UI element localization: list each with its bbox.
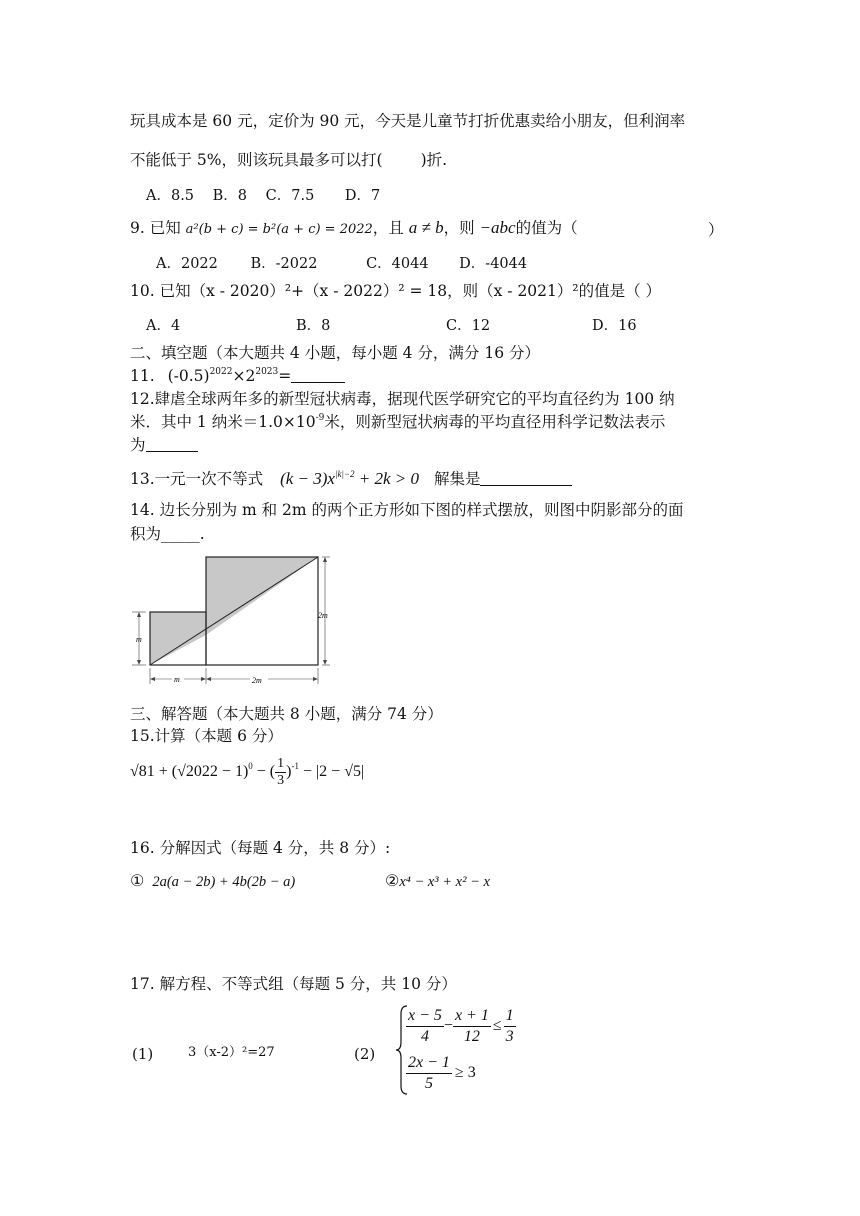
q17-le: ≤ xyxy=(492,1017,502,1035)
q15-minus: − ( xyxy=(252,763,276,781)
q12-line3 xyxy=(130,435,198,455)
q17-inequality-2 xyxy=(406,1053,476,1094)
q15-title: 15.计算（本题 6 分） xyxy=(130,727,283,745)
q17-frac4-num: 2x − 1 xyxy=(406,1053,452,1074)
q10-text: 10. 已知（x - 2020）²+（x - 2022）² = 18，则（x - 2021）²的值是（ ） xyxy=(130,282,662,300)
q11-mid: ×2 xyxy=(232,367,256,385)
q16-part2 xyxy=(385,871,490,891)
q11-label: 11. xyxy=(130,367,155,385)
q17-frac4-den: 5 xyxy=(424,1075,433,1092)
q15-part1: √81 + (√2022 − 1) xyxy=(130,763,249,781)
q13-answer-blank xyxy=(480,471,572,486)
q15-abs: − |2 − √5| xyxy=(298,763,365,781)
q17-p1-label: (1) xyxy=(132,1045,154,1063)
q17-frac2 xyxy=(453,1006,491,1047)
q11-eq: = xyxy=(278,367,292,385)
q8-option-a: A．8.5 xyxy=(146,188,195,204)
label-m-left: m xyxy=(136,635,142,644)
q17-frac3 xyxy=(504,1006,516,1047)
q17-frac4 xyxy=(406,1053,452,1094)
q14-line1: 14. 边长分别为 m 和 2m 的两个正方形如下图的样式摆放，则图中阴影部分的面 xyxy=(130,501,684,519)
q8-line1: 玩具成本是 60 元，定价为 90 元，今天是儿童节打折优惠卖给小朋友，但利润率 xyxy=(130,112,686,130)
q17-frac1 xyxy=(406,1006,444,1047)
q17-minus: − xyxy=(443,1017,453,1035)
q16-p2-expression: x⁴ − x³ + x² − x xyxy=(399,874,490,890)
q10-option-d: D．16 xyxy=(592,318,637,334)
q8-option-c: C．7.5 xyxy=(265,188,315,204)
q9-option-d: D．-4044 xyxy=(459,256,528,272)
q10-option-a: A．4 xyxy=(146,318,181,334)
label-2m-right: 2m xyxy=(318,611,328,620)
q11-line xyxy=(130,366,345,386)
q9-expression: −abc xyxy=(479,218,516,237)
q13-ineq-post: + 2k > 0 xyxy=(354,469,420,488)
q12-line2 xyxy=(130,412,665,432)
q15-exp-neg1: -1 xyxy=(291,761,299,772)
label-2m-bottom: 2m xyxy=(252,676,262,685)
q16-title: 16. 分解因式（每题 4 分，共 8 分）: xyxy=(130,839,391,857)
q16-p1-expression: 2a(a − 2b) + 4b(2b − a) xyxy=(152,874,296,890)
q12-line1: 12.肆虐全球两年多的新型冠状病毒，据现代医学研究它的平均直径约为 100 纳 xyxy=(130,390,675,408)
q12-line2-tail: 米，则新型冠状病毒的平均直径用科学记数法表示 xyxy=(324,413,666,431)
q15-expression xyxy=(130,756,364,789)
q9-close-paren: ） xyxy=(708,221,724,239)
q9-label: 9. 已知 xyxy=(130,219,181,237)
q8-option-d: D．7 xyxy=(344,188,381,204)
q17-p2-label: (2) xyxy=(354,1045,376,1063)
q8-line2 xyxy=(130,150,447,170)
q14-line2: 积为_____. xyxy=(130,525,205,543)
q12-line3-text: 为 xyxy=(130,436,146,454)
q13-line xyxy=(130,469,572,489)
q17-title: 17. 解方程、不等式组（每题 5 分，共 10 分） xyxy=(130,975,457,993)
q13-tail: 解集是 xyxy=(433,470,481,488)
q9-option-c: C．4044 xyxy=(366,256,429,272)
q8-line2-text: 不能低于 5%，则该玩具最多可以打( xyxy=(130,151,383,169)
q9-tail: 的值为（ xyxy=(515,219,578,237)
q10-option-c: C．12 xyxy=(446,318,491,334)
q15-frac-num: 1 xyxy=(277,756,285,771)
q13-label: 13.一元一次不等式 xyxy=(130,470,264,488)
q8-option-b: B．8 xyxy=(212,188,248,204)
q17-frac1-num: x − 5 xyxy=(406,1006,444,1027)
q9-cond-post: ，则 xyxy=(443,219,475,237)
q9-cond-pre: ，且 xyxy=(372,219,404,237)
q17-ge: ≥ 3 xyxy=(454,1064,476,1082)
q11-exp2: 2023 xyxy=(255,367,279,377)
q9-option-b: B．-2022 xyxy=(250,256,318,272)
q9-equation: a²(b + c) = b²(a + c) = 2022 xyxy=(185,222,373,237)
q9-condition: a ≠ b xyxy=(408,218,444,237)
q12-line2-text: 米．其中 1 纳米＝1.0×10 xyxy=(130,413,316,431)
q13-ineq-pre: (k − 3)x xyxy=(280,469,335,488)
label-m-bottom: m xyxy=(174,675,180,684)
q15-close: ) xyxy=(286,763,292,781)
q17-p1-equation: 3（x-2）²=27 xyxy=(188,1045,275,1060)
q17-frac2-num: x + 1 xyxy=(453,1006,491,1027)
q17-frac3-den: 3 xyxy=(505,1028,514,1045)
shaded-region-large xyxy=(206,557,318,635)
q8-options xyxy=(146,186,380,206)
q17-frac3-num: 1 xyxy=(504,1006,516,1027)
q12-exp: -9 xyxy=(315,413,325,423)
q11-exp1: 2022 xyxy=(209,367,233,377)
q9-options xyxy=(156,254,527,274)
q10-option-b: B．8 xyxy=(296,318,331,334)
section3-heading: 三、解答题（本大题共 8 小题，满分 74 分） xyxy=(130,705,443,723)
section2-heading: 二、填空题（本大题共 4 小题，每小题 4 分，满分 16 分） xyxy=(130,344,541,362)
shaded-region-small xyxy=(150,612,206,665)
q9-line xyxy=(130,218,578,240)
q17-frac1-den: 4 xyxy=(420,1028,429,1045)
q15-exp0: 0 xyxy=(248,761,253,772)
q12-answer-blank xyxy=(146,437,198,452)
q16-part1 xyxy=(130,871,295,891)
q15-frac-den: 3 xyxy=(277,773,285,788)
q8-line2-tail: )折. xyxy=(420,151,448,169)
q15-fraction xyxy=(275,756,286,789)
q17-inequality-1 xyxy=(406,1006,516,1047)
q11-base: (-0.5) xyxy=(167,367,210,385)
q16-p2-label: ② xyxy=(385,871,400,890)
q13-inequality xyxy=(280,469,419,488)
q17-frac2-den: 12 xyxy=(463,1028,480,1045)
squares-figure xyxy=(126,552,336,688)
q9-option-a: A．2022 xyxy=(156,256,218,272)
q11-answer-blank xyxy=(291,368,345,383)
q13-ineq-exp: |k|−2 xyxy=(334,469,355,479)
q16-p1-label: ① xyxy=(130,871,145,890)
